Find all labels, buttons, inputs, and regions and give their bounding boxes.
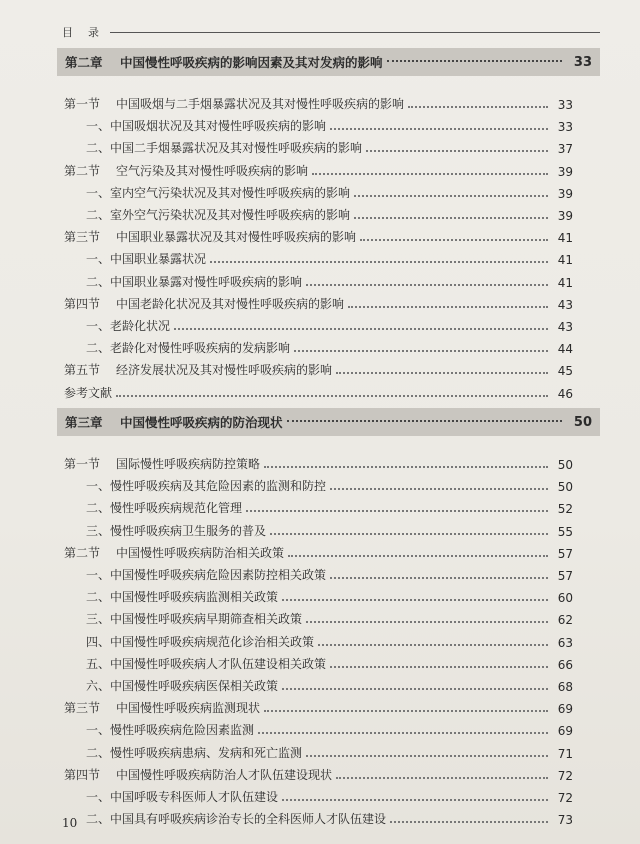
leader-dots	[390, 821, 548, 823]
leader-dots	[282, 599, 548, 601]
leader-dots	[330, 666, 548, 668]
chapter-2-heading[interactable]	[57, 48, 600, 76]
entry-page: 50	[557, 458, 573, 472]
section-label: 第五节	[64, 363, 101, 378]
entry-page: 37	[557, 142, 573, 157]
toc-section[interactable]	[64, 698, 572, 716]
entry-page: 44	[557, 342, 573, 357]
toc-subentry[interactable]	[86, 316, 572, 334]
leader-dots	[264, 466, 548, 468]
entry-title: 参考文献	[64, 385, 113, 400]
leader-dots	[282, 688, 548, 690]
leader-dots	[294, 350, 548, 352]
chapter-number: 第二章	[65, 55, 103, 70]
entry-page: 60	[557, 591, 573, 606]
chapter-title: 中国慢性呼吸疾病的影响因素及其对发病的影响	[120, 55, 383, 70]
leader-dots	[116, 395, 548, 397]
entry-title: 二、老龄化对慢性呼吸疾病的发病影响	[86, 341, 291, 356]
entry-title: 六、中国慢性呼吸疾病医保相关政策	[86, 679, 279, 693]
leader-dots	[330, 577, 548, 579]
entry-page: 73	[557, 813, 573, 828]
toc-subentry[interactable]	[86, 116, 572, 134]
toc-section[interactable]	[64, 227, 572, 245]
leader-dots	[282, 799, 548, 801]
leader-dots	[366, 150, 548, 152]
entry-title: 中国老龄化状况及其对慢性呼吸疾病的影响	[116, 296, 345, 311]
entry-page: 33	[557, 98, 573, 112]
entry-title: 三、中国慢性呼吸疾病早期筛查相关政策	[86, 612, 303, 627]
toc-subentry[interactable]	[86, 249, 572, 267]
leader-dots	[360, 239, 548, 241]
entry-title: 二、中国慢性呼吸疾病监测相关政策	[86, 590, 279, 605]
toc-subentry[interactable]	[86, 183, 572, 201]
entry-page: 57	[557, 569, 573, 583]
entry-title: 四、中国慢性呼吸疾病规范化诊治相关政策	[86, 634, 315, 649]
header-rule	[110, 32, 600, 33]
entry-title: 中国慢性呼吸疾病监测现状	[116, 701, 261, 716]
entry-page: 43	[557, 320, 573, 334]
entry-page: 66	[557, 657, 573, 672]
entry-title: 空气污染及其对慢性呼吸疾病的影响	[116, 163, 309, 178]
toc-subentry[interactable]	[86, 587, 572, 605]
leader-dots	[354, 217, 548, 219]
leader-dots	[354, 195, 548, 197]
section-label: 第二节	[64, 163, 101, 178]
leader-dots	[330, 488, 548, 490]
entry-page: 63	[557, 635, 573, 650]
entry-page: 69	[557, 724, 573, 739]
chapter-title: 中国慢性呼吸疾病的防治现状	[120, 415, 283, 430]
section-label: 第三节	[64, 230, 101, 245]
entry-title: 国际慢性呼吸疾病防控策略	[116, 457, 261, 471]
toc-subentry[interactable]	[86, 654, 572, 672]
entry-page: 71	[557, 746, 573, 761]
leader-dots	[387, 59, 562, 62]
leader-dots	[258, 732, 548, 734]
entry-title: 二、室外空气污染状况及其对慢性呼吸疾病的影响	[86, 208, 351, 222]
entry-title: 二、慢性呼吸疾病规范化管理	[86, 501, 243, 516]
section-label: 第四节	[64, 767, 101, 782]
toc-subentry[interactable]	[86, 476, 572, 494]
page-header	[62, 24, 600, 40]
entry-page: 46	[557, 386, 573, 401]
entry-page: 68	[557, 680, 573, 694]
entry-page: 33	[557, 120, 573, 135]
chapter-number: 第三章	[65, 415, 103, 430]
entry-page: 72	[557, 768, 573, 783]
toc-section[interactable]	[64, 454, 572, 472]
leader-dots	[306, 621, 548, 623]
leader-dots	[336, 777, 548, 779]
toc-subentry[interactable]	[86, 521, 572, 539]
toc-subentry[interactable]	[86, 676, 572, 694]
section-label: 第一节	[64, 97, 101, 111]
entry-title: 中国吸烟与二手烟暴露状况及其对慢性呼吸疾病的影响	[116, 97, 405, 111]
entry-page: 72	[557, 791, 573, 805]
entry-title: 二、中国职业暴露对慢性呼吸疾病的影响	[86, 274, 303, 289]
toc-subentry[interactable]	[86, 138, 572, 156]
header-title-1: 目	[62, 26, 73, 39]
leader-dots	[306, 755, 548, 757]
toc-subentry[interactable]	[86, 338, 572, 356]
header-title-2: 录	[88, 26, 99, 39]
toc-section[interactable]	[64, 94, 572, 112]
leader-dots	[408, 106, 548, 108]
entry-title: 一、中国慢性呼吸疾病危险因素防控相关政策	[86, 568, 327, 582]
toc-subentry[interactable]	[86, 743, 572, 761]
leader-dots	[246, 510, 548, 512]
entry-title: 二、中国二手烟暴露状况及其对慢性呼吸疾病的影响	[86, 141, 363, 156]
toc-subentry[interactable]	[86, 565, 572, 583]
entry-title: 五、中国慢性呼吸疾病人才队伍建设相关政策	[86, 656, 327, 671]
toc-subentry[interactable]	[86, 809, 572, 827]
leader-dots	[330, 128, 548, 130]
entry-page: 41	[557, 275, 573, 290]
entry-title: 一、慢性呼吸疾病危险因素监测	[86, 723, 255, 738]
entry-page: 39	[557, 164, 573, 179]
entry-page: 41	[557, 231, 573, 246]
entry-page: 57	[557, 546, 573, 561]
page-number: 10	[62, 816, 78, 830]
toc-subentry[interactable]	[86, 720, 572, 738]
toc-section[interactable]	[64, 765, 572, 783]
leader-dots	[270, 533, 548, 535]
entry-title: 中国慢性呼吸疾病防治相关政策	[116, 545, 285, 560]
entry-page: 69	[557, 702, 573, 717]
leader-dots	[288, 555, 548, 557]
entry-page: 52	[557, 502, 573, 517]
leader-dots	[306, 284, 548, 286]
section-label: 第一节	[64, 457, 101, 471]
toc-subentry[interactable]	[86, 609, 572, 627]
entry-page: 39	[557, 209, 573, 223]
leader-dots	[348, 306, 548, 308]
entry-title: 中国职业暴露状况及其对慢性呼吸疾病的影响	[116, 230, 357, 245]
leader-dots	[318, 644, 548, 646]
toc-subentry[interactable]	[86, 787, 572, 805]
entry-page: 39	[557, 186, 573, 201]
entry-title: 三、慢性呼吸疾病卫生服务的普及	[86, 523, 267, 538]
entry-title: 二、中国具有呼吸疾病诊治专长的全科医师人才队伍建设	[86, 812, 387, 827]
chapter-page: 50	[573, 414, 592, 430]
toc-references[interactable]	[64, 383, 572, 401]
toc-subentry[interactable]	[86, 632, 572, 650]
entry-page: 55	[557, 524, 573, 539]
entry-page: 41	[557, 253, 573, 268]
entry-title: 经济发展状况及其对慢性呼吸疾病的影响	[116, 363, 333, 378]
entry-title: 一、慢性呼吸疾病及其危险因素的监测和防控	[86, 479, 327, 494]
entry-page: 50	[557, 480, 573, 495]
toc-section[interactable]	[64, 294, 572, 312]
entry-title: 一、室内空气污染状况及其对慢性呼吸疾病的影响	[86, 185, 351, 200]
toc-subentry[interactable]	[86, 272, 572, 290]
chapter-page: 33	[573, 54, 592, 70]
toc-section[interactable]	[64, 161, 572, 179]
leader-dots	[287, 419, 562, 422]
entry-page: 45	[557, 364, 573, 379]
toc-subentry[interactable]	[86, 205, 572, 223]
entry-title: 中国慢性呼吸疾病防治人才队伍建设现状	[116, 767, 333, 782]
toc-subentry[interactable]	[86, 498, 572, 516]
leader-dots	[264, 710, 548, 712]
entry-page: 43	[557, 297, 573, 312]
leader-dots	[336, 372, 548, 374]
leader-dots	[174, 328, 548, 330]
entry-title: 一、中国呼吸专科医师人才队伍建设	[86, 790, 279, 804]
entry-title: 二、慢性呼吸疾病患病、发病和死亡监测	[86, 745, 303, 760]
chapter-3-heading[interactable]	[57, 408, 600, 436]
toc-section[interactable]	[64, 543, 572, 561]
toc-section[interactable]	[64, 360, 572, 378]
section-label: 第三节	[64, 701, 101, 716]
entry-title: 一、老龄化状况	[86, 319, 171, 333]
entry-page: 62	[557, 613, 573, 628]
entry-title: 一、中国吸烟状况及其对慢性呼吸疾病的影响	[86, 119, 327, 134]
section-label: 第四节	[64, 296, 101, 311]
section-label: 第二节	[64, 545, 101, 560]
entry-title: 一、中国职业暴露状况	[86, 252, 207, 267]
leader-dots	[312, 173, 548, 175]
leader-dots	[210, 261, 548, 263]
